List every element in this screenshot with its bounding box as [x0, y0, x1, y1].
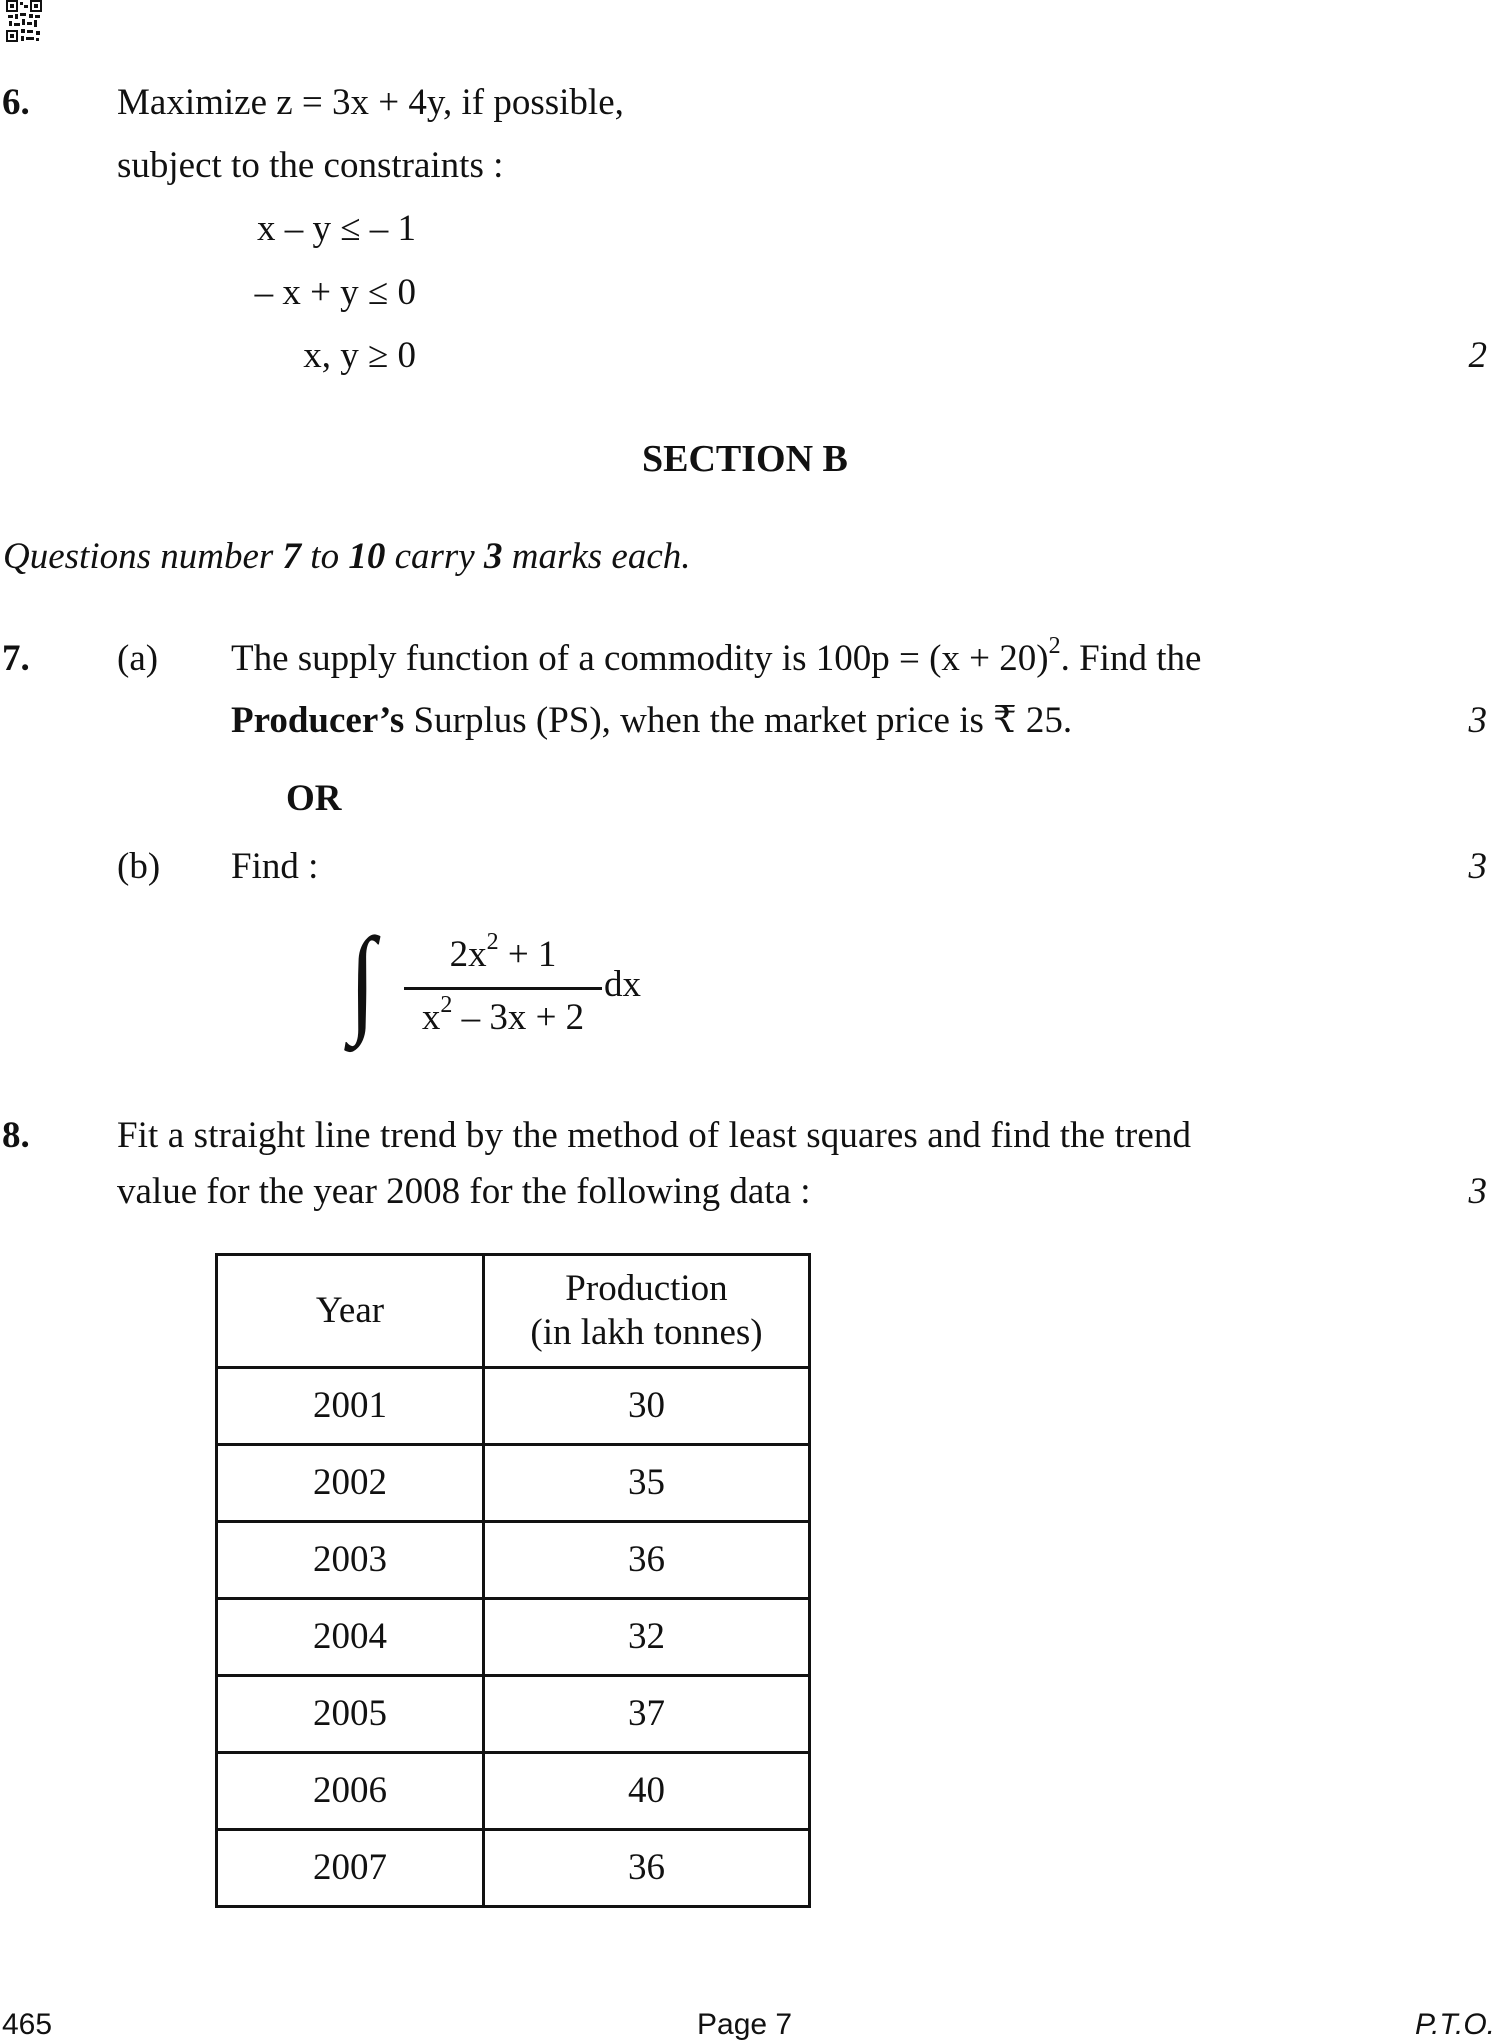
instruction-number: 7	[282, 536, 302, 577]
numerator	[404, 928, 602, 975]
page-number: Page 7	[697, 2008, 793, 2041]
section-instruction	[3, 538, 691, 575]
paper-code: 465	[2, 2008, 53, 2041]
superscript: 2	[486, 928, 499, 955]
production-table	[215, 1253, 811, 1908]
numerator-text: 2x	[449, 934, 487, 975]
qr-code-icon	[6, 0, 42, 44]
denominator	[404, 991, 602, 1038]
table-row	[217, 1830, 810, 1907]
cell-year: 2002	[217, 1445, 484, 1522]
pto-label: P.T.O.	[1414, 2008, 1495, 2041]
constraint: x, y ≥ 0	[303, 335, 416, 376]
question-text-line: subject to the constraints :	[117, 145, 504, 186]
table-row	[217, 1753, 810, 1830]
cell-production: 36	[484, 1830, 810, 1907]
table-row	[217, 1445, 810, 1522]
cell-year: 2004	[217, 1599, 484, 1676]
constraint: x – y ≤ – 1	[256, 208, 416, 249]
bold-term: Producer’s	[231, 700, 405, 741]
question-number: 6.	[2, 82, 30, 123]
header-production-unit: (in lakh tonnes)	[530, 1312, 763, 1353]
question-text-line: Maximize z = 3x + 4y, if possible,	[117, 82, 624, 123]
qr-code	[6, 0, 42, 44]
question-number: 8.	[2, 1115, 30, 1156]
denominator-text: – 3x + 2	[452, 997, 585, 1038]
instruction-text: marks each.	[502, 536, 691, 577]
denominator-text: x	[421, 997, 441, 1038]
part-a-line-1	[231, 632, 1202, 679]
cell-production: 36	[484, 1522, 810, 1599]
table-row	[217, 1599, 810, 1676]
table-row	[217, 1368, 810, 1445]
cell-year: 2005	[217, 1676, 484, 1753]
header-year: Year	[217, 1255, 484, 1368]
cell-year: 2001	[217, 1368, 484, 1445]
table-header-row	[217, 1255, 810, 1368]
header-production	[484, 1255, 810, 1368]
cell-production: 32	[484, 1599, 810, 1676]
section-title: SECTION B	[642, 438, 848, 480]
cell-year: 2003	[217, 1522, 484, 1599]
cell-production: 37	[484, 1676, 810, 1753]
question-text: The supply function of a commodity is 100p = (x + 20)	[231, 638, 1049, 679]
table-row	[217, 1522, 810, 1599]
marks: 3	[1468, 700, 1487, 741]
instruction-text: carry	[385, 536, 484, 577]
part-b-text: Find :	[231, 846, 319, 887]
question-text-line: value for the year 2008 for the following data :	[117, 1171, 811, 1212]
question-text-line: Fit a straight line trend by the method of least squares and find the trend	[117, 1115, 1192, 1156]
fraction-bar	[404, 987, 602, 990]
instruction-number: 3	[483, 536, 503, 577]
marks: 3	[1468, 846, 1487, 887]
superscript: 2	[440, 991, 453, 1018]
numerator-text: + 1	[498, 934, 557, 975]
constraint: – x + y ≤ 0	[254, 272, 416, 313]
marks: 3	[1468, 1171, 1487, 1212]
cell-production: 40	[484, 1753, 810, 1830]
question-text: . Find the	[1060, 638, 1202, 679]
cell-year: 2006	[217, 1753, 484, 1830]
question-text: Surplus (PS), when the market price is ₹ 25.	[404, 700, 1073, 741]
cell-production: 30	[484, 1368, 810, 1445]
question-number: 7.	[2, 638, 30, 679]
or-separator: OR	[286, 778, 342, 819]
part-label-b: (b)	[117, 846, 161, 887]
part-label-a: (a)	[117, 638, 159, 679]
differential: dx	[604, 964, 641, 1005]
table-row	[217, 1676, 810, 1753]
instruction-number: 10	[348, 536, 386, 577]
instruction-text: to	[301, 536, 349, 577]
instruction-text: Questions number	[3, 536, 283, 577]
marks: 2	[1468, 335, 1487, 376]
header-production-label: Production	[565, 1267, 728, 1309]
cell-year: 2007	[217, 1830, 484, 1907]
integral-icon: ∫	[349, 913, 376, 1046]
part-a-line-2	[231, 702, 1072, 739]
superscript: 2	[1048, 632, 1061, 659]
cell-production: 35	[484, 1445, 810, 1522]
